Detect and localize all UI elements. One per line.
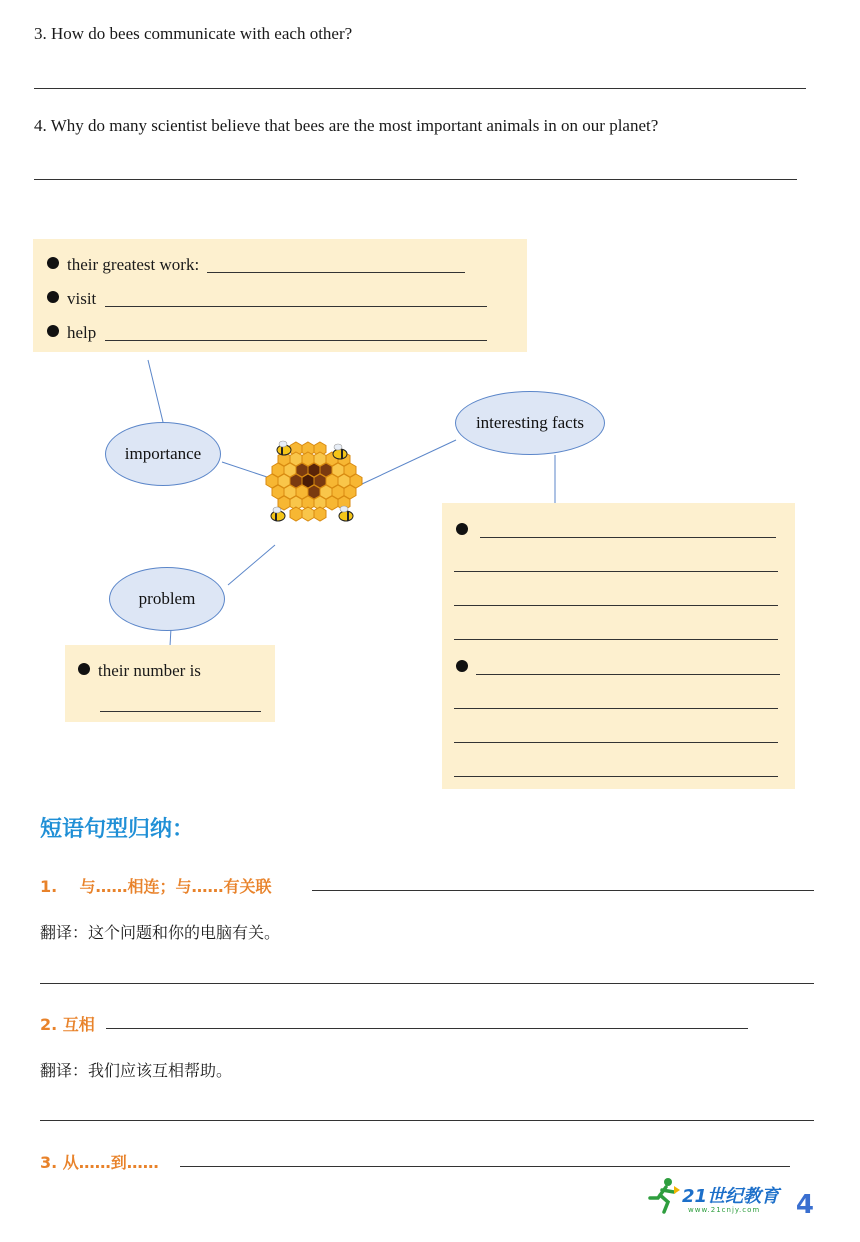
translate-1: 翻译：这个问题和你的电脑有关。 bbox=[40, 923, 281, 942]
bullet-icon bbox=[47, 291, 59, 303]
blank-line[interactable] bbox=[454, 571, 778, 572]
question-3: 3. How do bees communicate with each other? bbox=[34, 24, 353, 43]
bee-icon bbox=[277, 441, 291, 455]
logo-url: www.21cnjy.com bbox=[688, 1206, 761, 1214]
answer-line[interactable] bbox=[312, 890, 814, 891]
question-4: 4. Why do many scientist believe that bees are the most important animals in on our planet? bbox=[34, 116, 659, 135]
bullet-icon bbox=[456, 523, 468, 535]
list-item: visit bbox=[47, 289, 487, 309]
bullet-icon bbox=[78, 663, 90, 675]
list-item: their number is bbox=[78, 661, 201, 681]
bullet-icon bbox=[47, 257, 59, 269]
translate-2: 翻译：我们应该互相帮助。 bbox=[40, 1061, 233, 1080]
phrase-item-3: 3. 从……到…… bbox=[40, 1153, 159, 1172]
answer-line[interactable] bbox=[40, 983, 814, 984]
problem-box bbox=[65, 645, 275, 722]
interesting-facts-box bbox=[442, 503, 795, 789]
blank-line[interactable] bbox=[480, 537, 776, 538]
phrase-item-2: 2. 互相 bbox=[40, 1015, 95, 1034]
list-item: their greatest work: bbox=[47, 255, 465, 275]
honeycomb-bees-icon bbox=[264, 436, 364, 532]
blank-line[interactable] bbox=[454, 742, 778, 743]
bullet-icon bbox=[456, 660, 468, 672]
node-interesting-facts: interesting facts bbox=[455, 391, 605, 455]
blank-line[interactable] bbox=[454, 708, 778, 709]
blank-line[interactable] bbox=[207, 256, 465, 273]
blank-line[interactable] bbox=[476, 674, 780, 675]
runner-logo-icon bbox=[644, 1176, 682, 1216]
list-item: help bbox=[47, 323, 487, 343]
blank-line[interactable] bbox=[454, 776, 778, 777]
page-number: 4 bbox=[795, 1190, 814, 1220]
section-title: 短语句型归纳： bbox=[40, 817, 195, 842]
node-problem: problem bbox=[109, 567, 225, 631]
blank-line[interactable] bbox=[100, 711, 261, 712]
phrase-item-1: 1. 与……相连；与……有关联 bbox=[40, 877, 272, 896]
importance-box bbox=[33, 239, 527, 352]
answer-line[interactable] bbox=[106, 1028, 748, 1029]
blank-line[interactable] bbox=[454, 639, 778, 640]
logo-text: 21世纪教育 bbox=[682, 1186, 780, 1207]
blank-line[interactable] bbox=[105, 324, 487, 341]
blank-line[interactable] bbox=[454, 605, 778, 606]
blank-line[interactable] bbox=[105, 290, 487, 307]
answer-line[interactable] bbox=[180, 1166, 790, 1167]
bullet-icon bbox=[47, 325, 59, 337]
node-importance: importance bbox=[105, 422, 221, 486]
answer-line[interactable] bbox=[40, 1120, 814, 1121]
